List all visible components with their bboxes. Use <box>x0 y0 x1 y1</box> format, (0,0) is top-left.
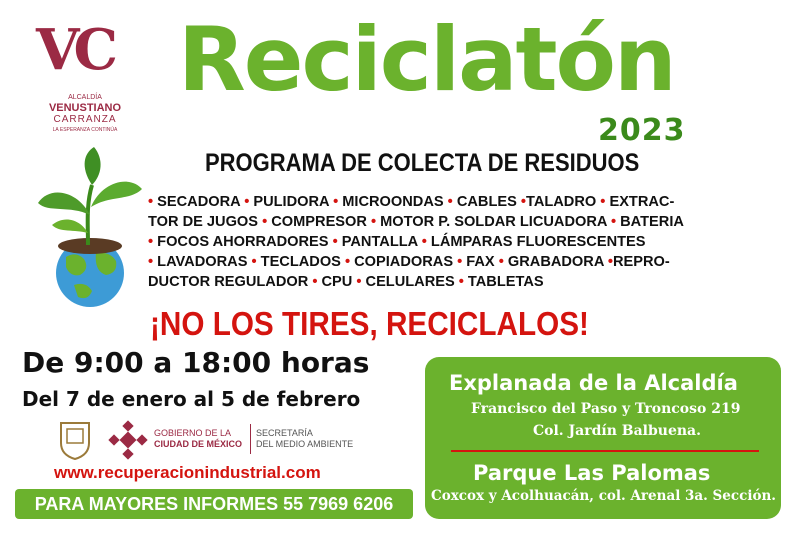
cdmx-label-1: GOBIERNO DE LA <box>154 428 232 438</box>
venues-box <box>425 357 781 519</box>
secretaria-label-2: DEL MEDIO AMBIENTE <box>256 439 354 449</box>
venue-name: Explanada de la Alcaldía <box>449 371 738 395</box>
government-logos <box>58 418 378 462</box>
logo-name2: CARRANZA <box>53 114 117 125</box>
cdmx-label-2: CIUDAD DE MÉXICO <box>154 439 243 449</box>
logo-monogram: VC <box>36 17 113 83</box>
items-line: • LAVADORAS • TECLADOS • COPIADORAS • FAX • GRABADORA •REPRO- <box>148 254 670 270</box>
venue-address: Francisco del Paso y Troncoso 219 <box>471 401 741 417</box>
program-subtitle: PROGRAMA DE COLECTA DE RESIDUOS <box>205 149 640 177</box>
items-line: • SECADORA • PULIDORA • MICROONDAS • CABLES •TALADRO • EXTRAC- <box>148 194 675 210</box>
venue-divider <box>451 450 759 452</box>
secretaria-label-1: SECRETARÍA <box>256 428 313 438</box>
event-dates: Del 7 de enero al 5 de febrero <box>22 387 361 411</box>
cdmx-emblem-icon <box>108 420 148 460</box>
venue-name: Parque Las Palomas <box>473 461 711 485</box>
items-line: • FOCOS AHORRADORES • PANTALLA • LÁMPARAS FLUORESCENTES <box>148 234 646 250</box>
divider <box>250 424 251 454</box>
logo-tag: ALCALDÍA <box>68 94 102 101</box>
info-phone-banner: PARA MAYORES INFORMES 55 7969 6206 <box>15 489 413 519</box>
venue-address: Coxcox y Acolhuacán, col. Arenal 3a. Sección. <box>431 488 776 504</box>
event-title: Reciclatón <box>178 8 675 111</box>
items-line: DUCTOR REGULADOR • CPU • CELULARES • TABLETAS <box>148 274 544 290</box>
alcaldia-logo <box>30 18 140 138</box>
venue-address: Col. Jardín Balbuena. <box>533 423 701 439</box>
items-line: TOR DE JUGOS • COMPRESOR • MOTOR P. SOLDAR LICUADORA • BATERIA <box>148 214 684 230</box>
accepted-items-list <box>148 192 773 292</box>
logo-name: VENUSTIANO <box>48 102 122 114</box>
cdmx-shield-icon <box>58 420 92 460</box>
plant-globe-illustration <box>30 145 150 310</box>
event-hours: De 9:00 a 18:00 horas <box>22 346 370 379</box>
slogan: ¡NO LOS TIRES, RECICLALOS! <box>150 305 589 342</box>
logo-motto: LA ESPERANZA CONTINÚA <box>52 127 118 133</box>
event-year: 2023 <box>598 113 686 148</box>
website-link[interactable]: www.recuperacionindustrial.com <box>54 463 321 482</box>
